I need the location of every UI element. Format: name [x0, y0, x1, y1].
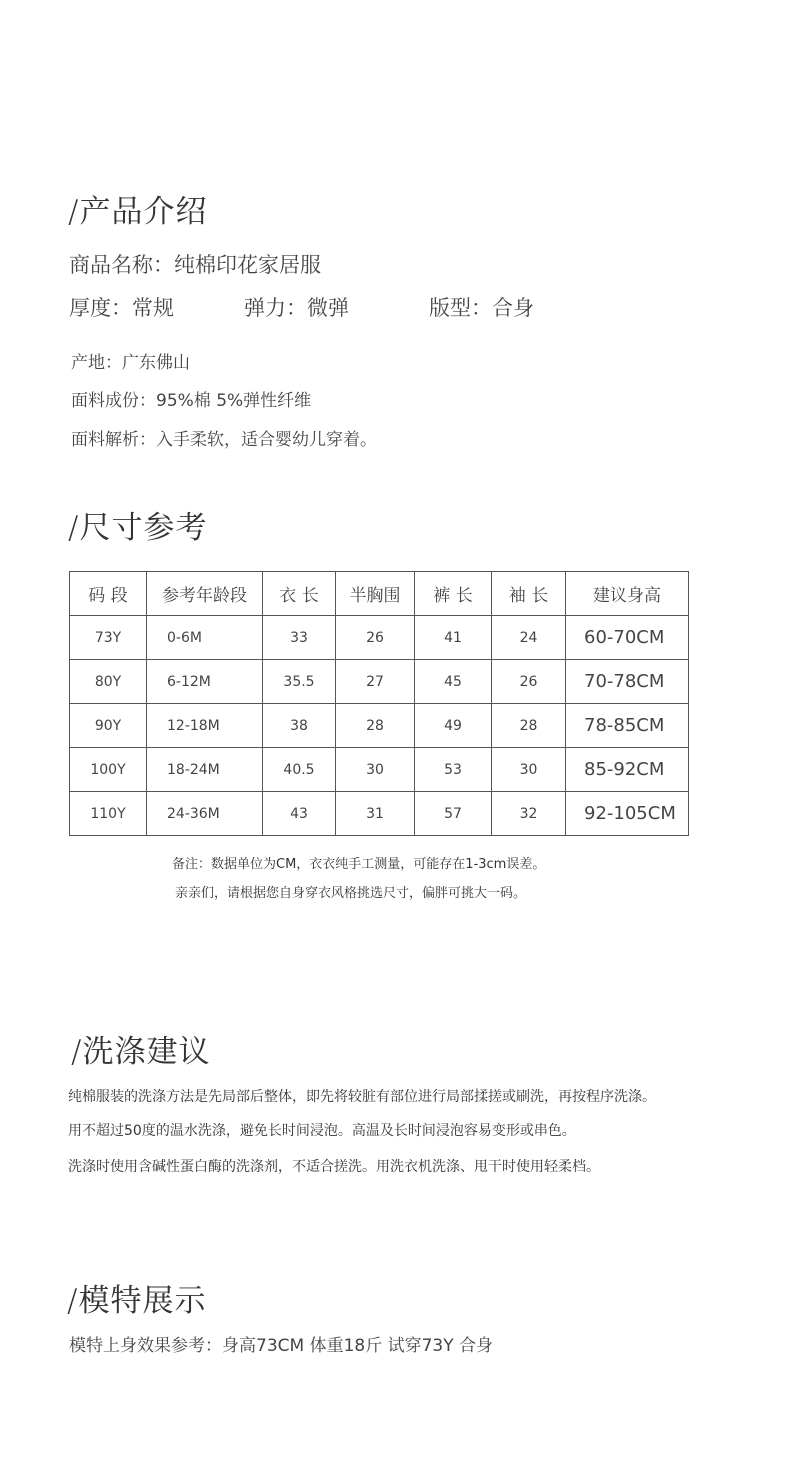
table-row [70, 660, 689, 704]
cell-length: 43 [263, 792, 336, 836]
table-row [70, 792, 689, 836]
cell-age: 24-36M [147, 792, 263, 836]
washing-line-2: 用不超过50度的温水洗涤，避免长时间浸泡。高温及长时间浸泡容易变形或串色。 [68, 1123, 576, 1139]
cell-sleeve-length: 28 [492, 704, 566, 748]
cell-pants-length: 41 [415, 616, 492, 660]
washing-line-3: 洗涤时使用含碱性蛋白酶的洗涤剂，不适合搓洗。用洗衣机洗涤、甩干时使用轻柔档。 [68, 1159, 600, 1175]
cell-half-chest: 27 [336, 660, 415, 704]
header-age: 参考年龄段 [147, 572, 263, 616]
cell-length: 38 [263, 704, 336, 748]
table-row [70, 616, 689, 660]
cell-age: 12-18M [147, 704, 263, 748]
cell-length: 33 [263, 616, 336, 660]
cell-sleeve-length: 26 [492, 660, 566, 704]
cell-half-chest: 31 [336, 792, 415, 836]
section-title-product-intro: /产品介绍 [68, 194, 208, 230]
cell-pants-length: 57 [415, 792, 492, 836]
cell-suggested-height: 92-105CM [566, 792, 689, 836]
table-header-row [70, 572, 689, 616]
size-note-advice: 亲亲们，请根据您自身穿衣风格挑选尺寸，偏胖可挑大一码。 [175, 886, 527, 901]
washing-line-1: 纯棉服装的洗涤方法是先局部后整体，即先将较脏有部位进行局部揉搓或刷洗，再按程序洗涤。 [68, 1089, 656, 1105]
cell-half-chest: 30 [336, 748, 415, 792]
product-fabric: 面料成份：95%棉 5%弹性纤维 [71, 391, 312, 411]
product-thickness: 厚度：常规 [69, 296, 174, 320]
section-title-size-reference: /尺寸参考 [68, 510, 208, 546]
header-suggested-height: 建议身高 [566, 572, 689, 616]
cell-size: 100Y [70, 748, 147, 792]
section-title-washing: /洗涤建议 [71, 1034, 211, 1070]
cell-age: 18-24M [147, 748, 263, 792]
header-sleeve-length: 袖 长 [492, 572, 566, 616]
size-note-measurement: 备注：数据单位为CM，衣衣纯手工测量，可能存在1-3cm误差。 [172, 857, 546, 872]
section-title-model: /模特展示 [67, 1283, 207, 1319]
header-pants-length: 裤 长 [415, 572, 492, 616]
cell-half-chest: 28 [336, 704, 415, 748]
model-info: 模特上身效果参考：身高73CM 体重18斤 试穿73Y 合身 [69, 1336, 494, 1356]
cell-pants-length: 45 [415, 660, 492, 704]
header-length: 衣 长 [263, 572, 336, 616]
cell-pants-length: 49 [415, 704, 492, 748]
cell-pants-length: 53 [415, 748, 492, 792]
table-row [70, 748, 689, 792]
product-fabric-analysis: 面料解析：入手柔软，适合婴幼儿穿着。 [71, 430, 377, 450]
product-origin: 产地：广东佛山 [71, 353, 190, 373]
cell-length: 40.5 [263, 748, 336, 792]
cell-age: 6-12M [147, 660, 263, 704]
size-table [69, 571, 689, 836]
cell-size: 73Y [70, 616, 147, 660]
product-fit: 版型：合身 [429, 296, 534, 320]
cell-size: 110Y [70, 792, 147, 836]
cell-size: 80Y [70, 660, 147, 704]
cell-suggested-height: 60-70CM [566, 616, 689, 660]
cell-sleeve-length: 30 [492, 748, 566, 792]
cell-length: 35.5 [263, 660, 336, 704]
cell-suggested-height: 78-85CM [566, 704, 689, 748]
cell-sleeve-length: 24 [492, 616, 566, 660]
cell-age: 0-6M [147, 616, 263, 660]
cell-size: 90Y [70, 704, 147, 748]
product-elasticity: 弹力：微弹 [244, 296, 349, 320]
cell-suggested-height: 85-92CM [566, 748, 689, 792]
cell-suggested-height: 70-78CM [566, 660, 689, 704]
product-name: 商品名称：纯棉印花家居服 [69, 253, 321, 277]
cell-sleeve-length: 32 [492, 792, 566, 836]
header-size: 码 段 [70, 572, 147, 616]
header-half-chest: 半胸围 [336, 572, 415, 616]
table-row [70, 704, 689, 748]
cell-half-chest: 26 [336, 616, 415, 660]
